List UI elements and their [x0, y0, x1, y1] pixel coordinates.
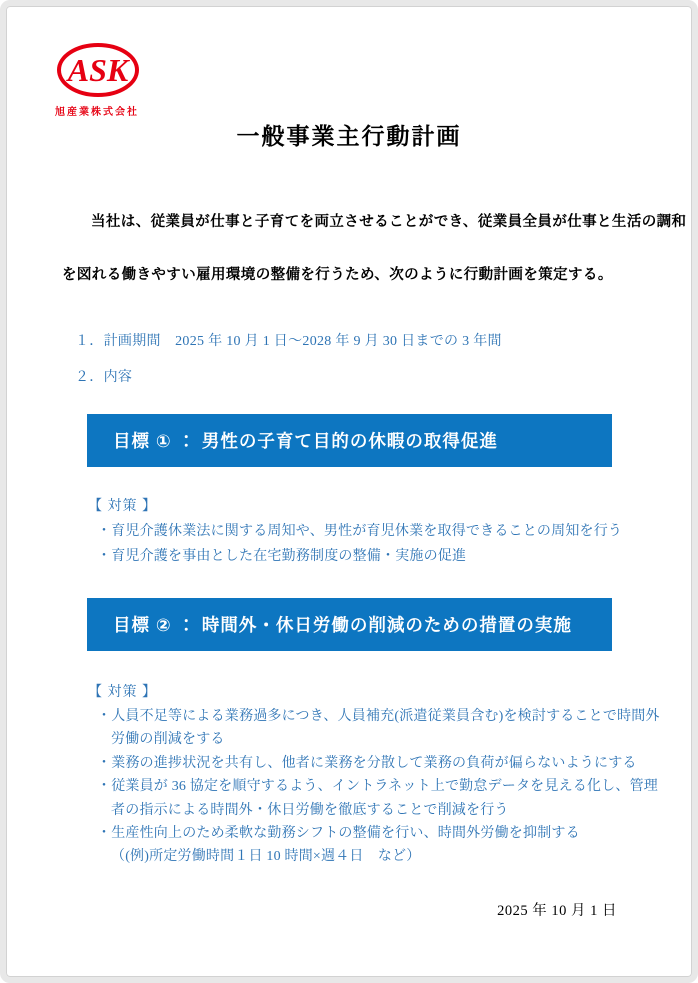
- document-title: 一般事業主行動計画: [236, 124, 462, 149]
- measure-line: ・従業員が 36 協定を順守するよう、イントラネット上で勤怠データを見える化し、管理: [97, 779, 658, 795]
- measure-line: ・生産性向上のため柔軟な勤務シフトの整備を行い、時間外労働を抑制する: [97, 826, 580, 842]
- logo-company-name: 旭産業株式会社: [55, 107, 139, 118]
- goal-banner-2: 目標 ② ： 時間外・休日労働の削減のための措置の実施: [87, 598, 612, 651]
- measure-line: ・人員不足等による業務過多につき、人員補充(派遣従業員含む)を検討することで時間外: [97, 709, 660, 724]
- intro-paragraph: [62, 196, 687, 302]
- ask-logo-icon: [53, 42, 145, 102]
- measures-section-1: [88, 494, 622, 569]
- goal-banner-1: 目標 ① ： 男性の子育て目的の休暇の取得促進: [87, 414, 612, 467]
- intro-line: を図れる働きやすい雇用環境の整備を行うため、次のように行動計画を策定する。: [62, 267, 613, 283]
- measure-line: （(例)所定労働時間１日 10 時間×週４日 など）: [111, 849, 421, 865]
- measure-line: 者の指示による時間外・休日労働を徹底することで削減を行う: [111, 802, 509, 818]
- numbered-item: ２．内容: [75, 370, 133, 385]
- numbered-items: [75, 333, 502, 386]
- logo-ask-text: ASK: [67, 52, 129, 88]
- measures-section-2: [88, 680, 660, 869]
- measure-line: ・業務の進捗状況を共有し、他者に業務を分散して業務の負荷が偏らないようにする: [97, 755, 637, 771]
- measure-lines-1: [88, 519, 622, 569]
- intro-line: 当社は、従業員が仕事と子育てを両立させることができ、従業員全員が仕事と生活の調和: [91, 214, 687, 230]
- document-page: [6, 6, 692, 977]
- measure-line: ・育児介護休業法に関する周知や、男性が育児休業を取得できることの周知を行う: [97, 524, 623, 539]
- document-date: 2025 年 10 月 1 日: [497, 903, 617, 919]
- measures-label: 【 対策 】: [88, 685, 157, 700]
- measures-label: 【 対策 】: [88, 499, 157, 514]
- numbered-item: １．計画期間 2025 年 10 月 1 日～2028 年 9 月 30 日までの 3 年間: [75, 334, 502, 349]
- measure-line: 労働の削減をする: [111, 732, 225, 748]
- company-logo: [53, 42, 153, 118]
- measure-lines-2: [88, 705, 660, 869]
- measure-line: ・育児介護を事由とした在宅勤務制度の整備・実施の促進: [97, 549, 467, 564]
